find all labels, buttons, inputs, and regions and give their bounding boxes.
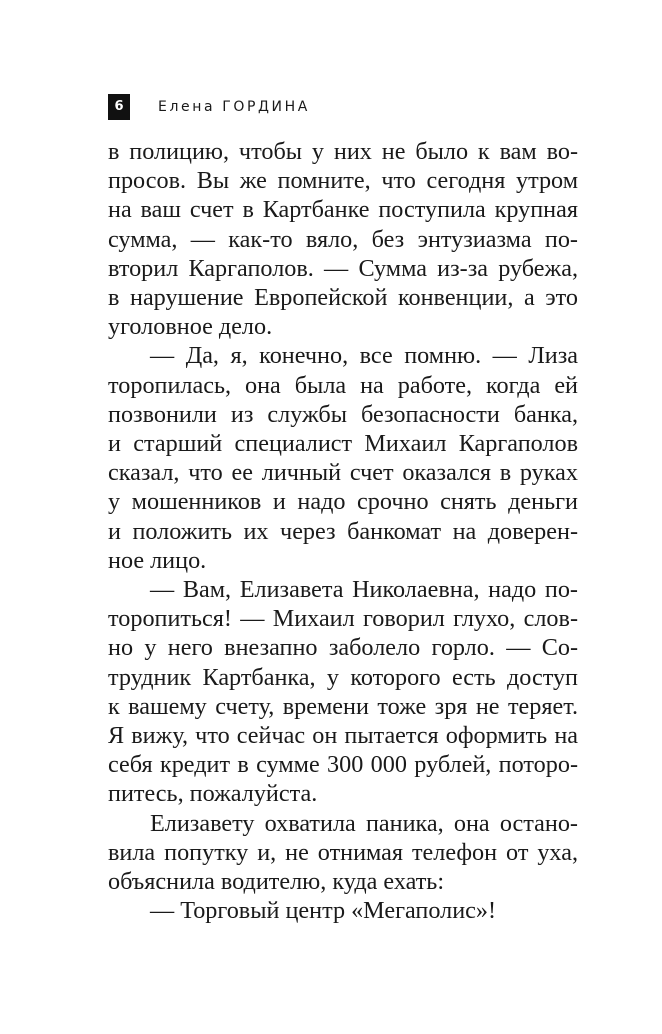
paragraph	[108, 341, 578, 575]
text-line: — Да, я, конечно, все помню. — Лиза	[150, 342, 578, 370]
text-line: себя кредит в сумме 300 000 рублей, поторо-	[108, 751, 578, 779]
text-line: и старший специалист Михаил Каргаполов	[108, 430, 578, 458]
text-line: торопиться! — Михаил говорил глухо, слов-	[108, 605, 578, 633]
text-line: питесь, пожалуйста.	[108, 780, 318, 808]
text-line: объяснила водителю, куда ехать:	[108, 868, 445, 896]
text-line: позвонили из службы безопасности банка,	[108, 400, 578, 428]
text-line: сумма, — как-то вяло, без энтузиазма по-	[108, 225, 578, 253]
text-line: но у него внезапно заболело горло. — Со-	[108, 634, 578, 662]
paragraph	[108, 896, 578, 925]
paragraph	[108, 575, 578, 809]
running-head-author: Елена ГОРДИНА	[158, 99, 310, 115]
text-line: трудник Картбанка, у которого есть доступ	[108, 663, 578, 691]
text-line: вила попутку и, не отнимая телефон от уха,	[108, 838, 578, 866]
text-line: на ваш счет в Картбанке поступила крупная	[108, 196, 578, 224]
text-line: вторил Каргаполов. — Сумма из-за рубежа,	[108, 254, 578, 282]
text-line: у мошенников и надо срочно снять деньги	[108, 488, 578, 516]
text-line: — Торговый центр «Мегаполис»!	[150, 897, 497, 925]
text-line: уголовное дело.	[108, 313, 273, 341]
paragraph	[108, 809, 578, 897]
text-line: сказал, что ее личный счет оказался в руках	[108, 459, 578, 487]
text-line: и положить их через банкомат на доверен-	[108, 517, 578, 545]
page-number: 6	[108, 94, 130, 120]
text-line: Я вижу, что сейчас он пытается оформить на	[108, 722, 578, 750]
paragraph	[108, 137, 578, 341]
text-line: к вашему счету, времени тоже зря не теряет.	[108, 692, 578, 720]
text-line: — Вам, Елизавета Николаевна, надо по-	[150, 576, 578, 604]
body-text	[108, 137, 578, 925]
running-head	[108, 94, 310, 120]
text-line: торопилась, она была на работе, когда ей	[108, 371, 578, 399]
text-line: в нарушение Европейской конвенции, а это	[108, 284, 578, 312]
text-line: просов. Вы же помните, что сегодня утром	[108, 167, 578, 195]
text-line: ное лицо.	[108, 546, 207, 574]
text-line: в полицию, чтобы у них не было к вам во-	[108, 138, 578, 165]
text-line: Елизавету охватила паника, она остано-	[150, 809, 578, 837]
